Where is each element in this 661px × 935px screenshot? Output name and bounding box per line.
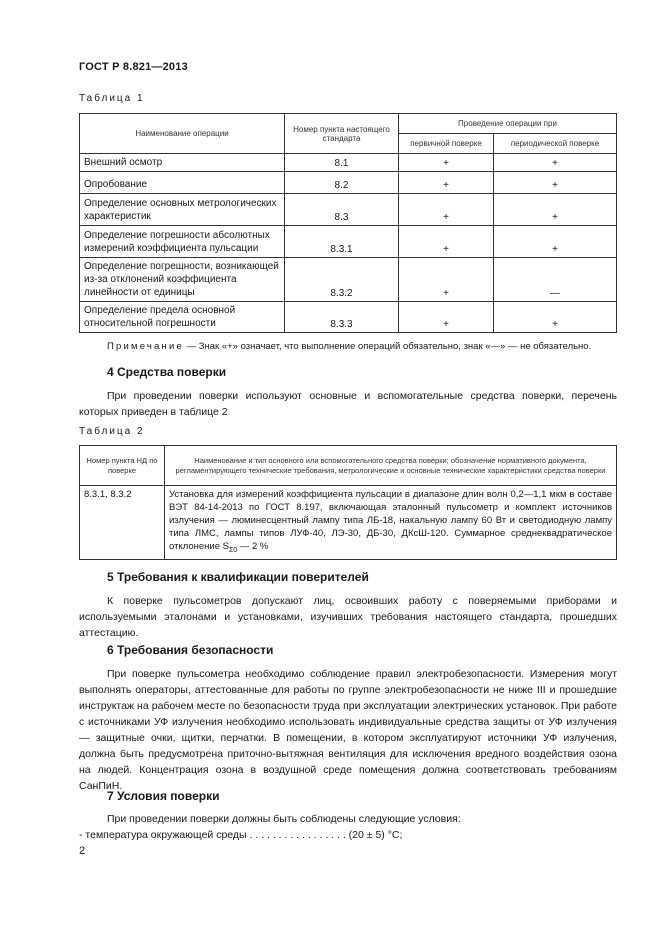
- document-header: ГОСТ Р 8.821—2013: [79, 61, 188, 73]
- table1-header-num: Номер пункта настоящего стандарта: [285, 114, 399, 154]
- table-row: [80, 302, 617, 333]
- section7-intro-text: При проведении поверки должны быть соблюдены следующие условия:: [107, 813, 461, 825]
- table1-cell-periodic: +: [494, 172, 617, 194]
- table1-cell-num: 8.3.3: [285, 302, 399, 333]
- section6-title: 6 Требования безопасности: [107, 643, 274, 657]
- table2-cell-num: 8.3.1, 8.3.2: [80, 486, 165, 560]
- table1-header-name: Наименование операции: [80, 114, 285, 154]
- page-number: 2: [79, 845, 86, 857]
- table1-cell-primary: +: [399, 194, 494, 226]
- table1-header-primary: первичной поверке: [399, 134, 494, 154]
- table1-header-periodic: периодической поверке: [494, 134, 617, 154]
- table1-caption: Таблица 1: [79, 93, 145, 104]
- table1-cell-name: Определение погрешности абсолютных измерений коэффициента пульсации: [80, 226, 285, 258]
- table1-cell-num: 8.1: [285, 154, 399, 172]
- table2-header-desc: Наименование и тип основного или вспомогательного средства поверки; обозначение нормативного документа, регламентирующего технические требования, метрологические и основные технические характеристики средства поверки: [165, 446, 617, 486]
- table1-cell-name: Опробование: [80, 172, 285, 194]
- table1-cell-num: 8.3: [285, 194, 399, 226]
- table2-caption: Таблица 2: [79, 426, 145, 437]
- section5-title: 5 Требования к квалификации поверителей: [107, 570, 369, 584]
- table1-cell-periodic: —: [494, 258, 617, 302]
- section7-item: [79, 827, 617, 843]
- section7-list: [79, 811, 617, 843]
- table2-desc-text: Установка для измерений коэффициента пульсации в диапазоне длин волн 0,2—1,1 мкм в составе ВЭТ 84-14-2013 по ГОСТ 8.197, включающая эталонный пульсометр и комплект источников излучения — люминесцентный лампу типа ЛБ-18, накальную лампу 60 Вт и светодиодную лампу типа ЛМС, лампы типов ЛУФ-40, ЛЭ-30, ДБ-30, ДКсШ-120. Суммарное среднеквадратическое отклонение S: [169, 489, 612, 552]
- table1-cell-primary: +: [399, 172, 494, 194]
- instruments-table: [79, 445, 617, 560]
- table1-cell-primary: +: [399, 226, 494, 258]
- note-text: — Знак «+» означает, что выполнение операций обязательно, знак «—» — не обязательно.: [184, 341, 592, 352]
- table1-cell-num: 8.3.2: [285, 258, 399, 302]
- section7-item-text: - температура окружающей среды . . . . . . . . . . . . . . . . . (20 ± 5) °С;: [79, 829, 403, 841]
- table1-cell-periodic: +: [494, 302, 617, 333]
- table2-desc-sub: Σ0: [228, 546, 238, 554]
- operations-table: [79, 113, 617, 333]
- table-row: [80, 154, 617, 172]
- table-row: [80, 486, 617, 560]
- table1-cell-num: 8.3.1: [285, 226, 399, 258]
- section4-text-body: При проведении поверки используют основные и вспомогательные средства поверки, перечень которых приведен в таблице 2: [79, 390, 617, 418]
- table1-cell-primary: +: [399, 258, 494, 302]
- table1-cell-name: Определение предела основной относительной погрешности: [80, 302, 285, 333]
- section6-text-body: При поверке пульсометра необходимо соблюдение правил электробезопасности. Измерения могут выполнять операторы, аттестованные для работы по группе электробезопасности не ниже III и прошедшие инструктаж на рабочем месте по безопасности труда при эксплуатации электрических установок. При работе с источниками УФ излучения необходимо использовать индивидуальные средства защиты от УФ излучения — защитные очки, щитки, перчатки. В помещении, в котором эксплуатируют источники УФ излучения, должна быть предусмотрена приточно-вытяжная вентиляция для исключения вредного воздействия озона на людей. Концентрация озона в воздушной среде помещения должна соответствовать требованиям СанПиН.: [79, 668, 617, 792]
- table-row: [80, 172, 617, 194]
- section4-text: [79, 388, 617, 420]
- table1-header-group: Проведение операции при: [399, 114, 617, 134]
- table2-desc-end: — 2 %: [237, 541, 269, 552]
- table1-cell-name: Внешний осмотр: [80, 154, 285, 172]
- table1-cell-primary: +: [399, 154, 494, 172]
- section6-text: [79, 666, 617, 794]
- table1-cell-periodic: +: [494, 194, 617, 226]
- table-row: [80, 194, 617, 226]
- table-row: [80, 258, 617, 302]
- section5-text: [79, 593, 617, 641]
- table1-cell-name: Определение погрешности, возникающей из-за отклонений коэффициента линейности от единицы: [80, 258, 285, 302]
- table2-cell-desc: [165, 486, 617, 560]
- table1-cell-primary: +: [399, 302, 494, 333]
- table1-cell-num: 8.2: [285, 172, 399, 194]
- note-label: Примечание: [107, 341, 184, 352]
- section7-title: 7 Условия поверки: [107, 789, 220, 803]
- table1-cell-periodic: +: [494, 226, 617, 258]
- section7-intro: [79, 811, 617, 827]
- table1-note: [107, 341, 591, 352]
- table-row: [80, 226, 617, 258]
- table1-cell-name: Определение основных метрологических характеристик: [80, 194, 285, 226]
- table2-header-num: Номер пункта НД по поверке: [80, 446, 165, 486]
- section4-title: 4 Средства поверки: [107, 365, 227, 379]
- section5-text-body: К поверке пульсометров допускают лиц, освоивших работу с поверяемыми приборами и используемыми эталонами и установками, изучивших требования настоящего стандарта, прошедших аттестацию.: [79, 595, 617, 639]
- table1-cell-periodic: +: [494, 154, 617, 172]
